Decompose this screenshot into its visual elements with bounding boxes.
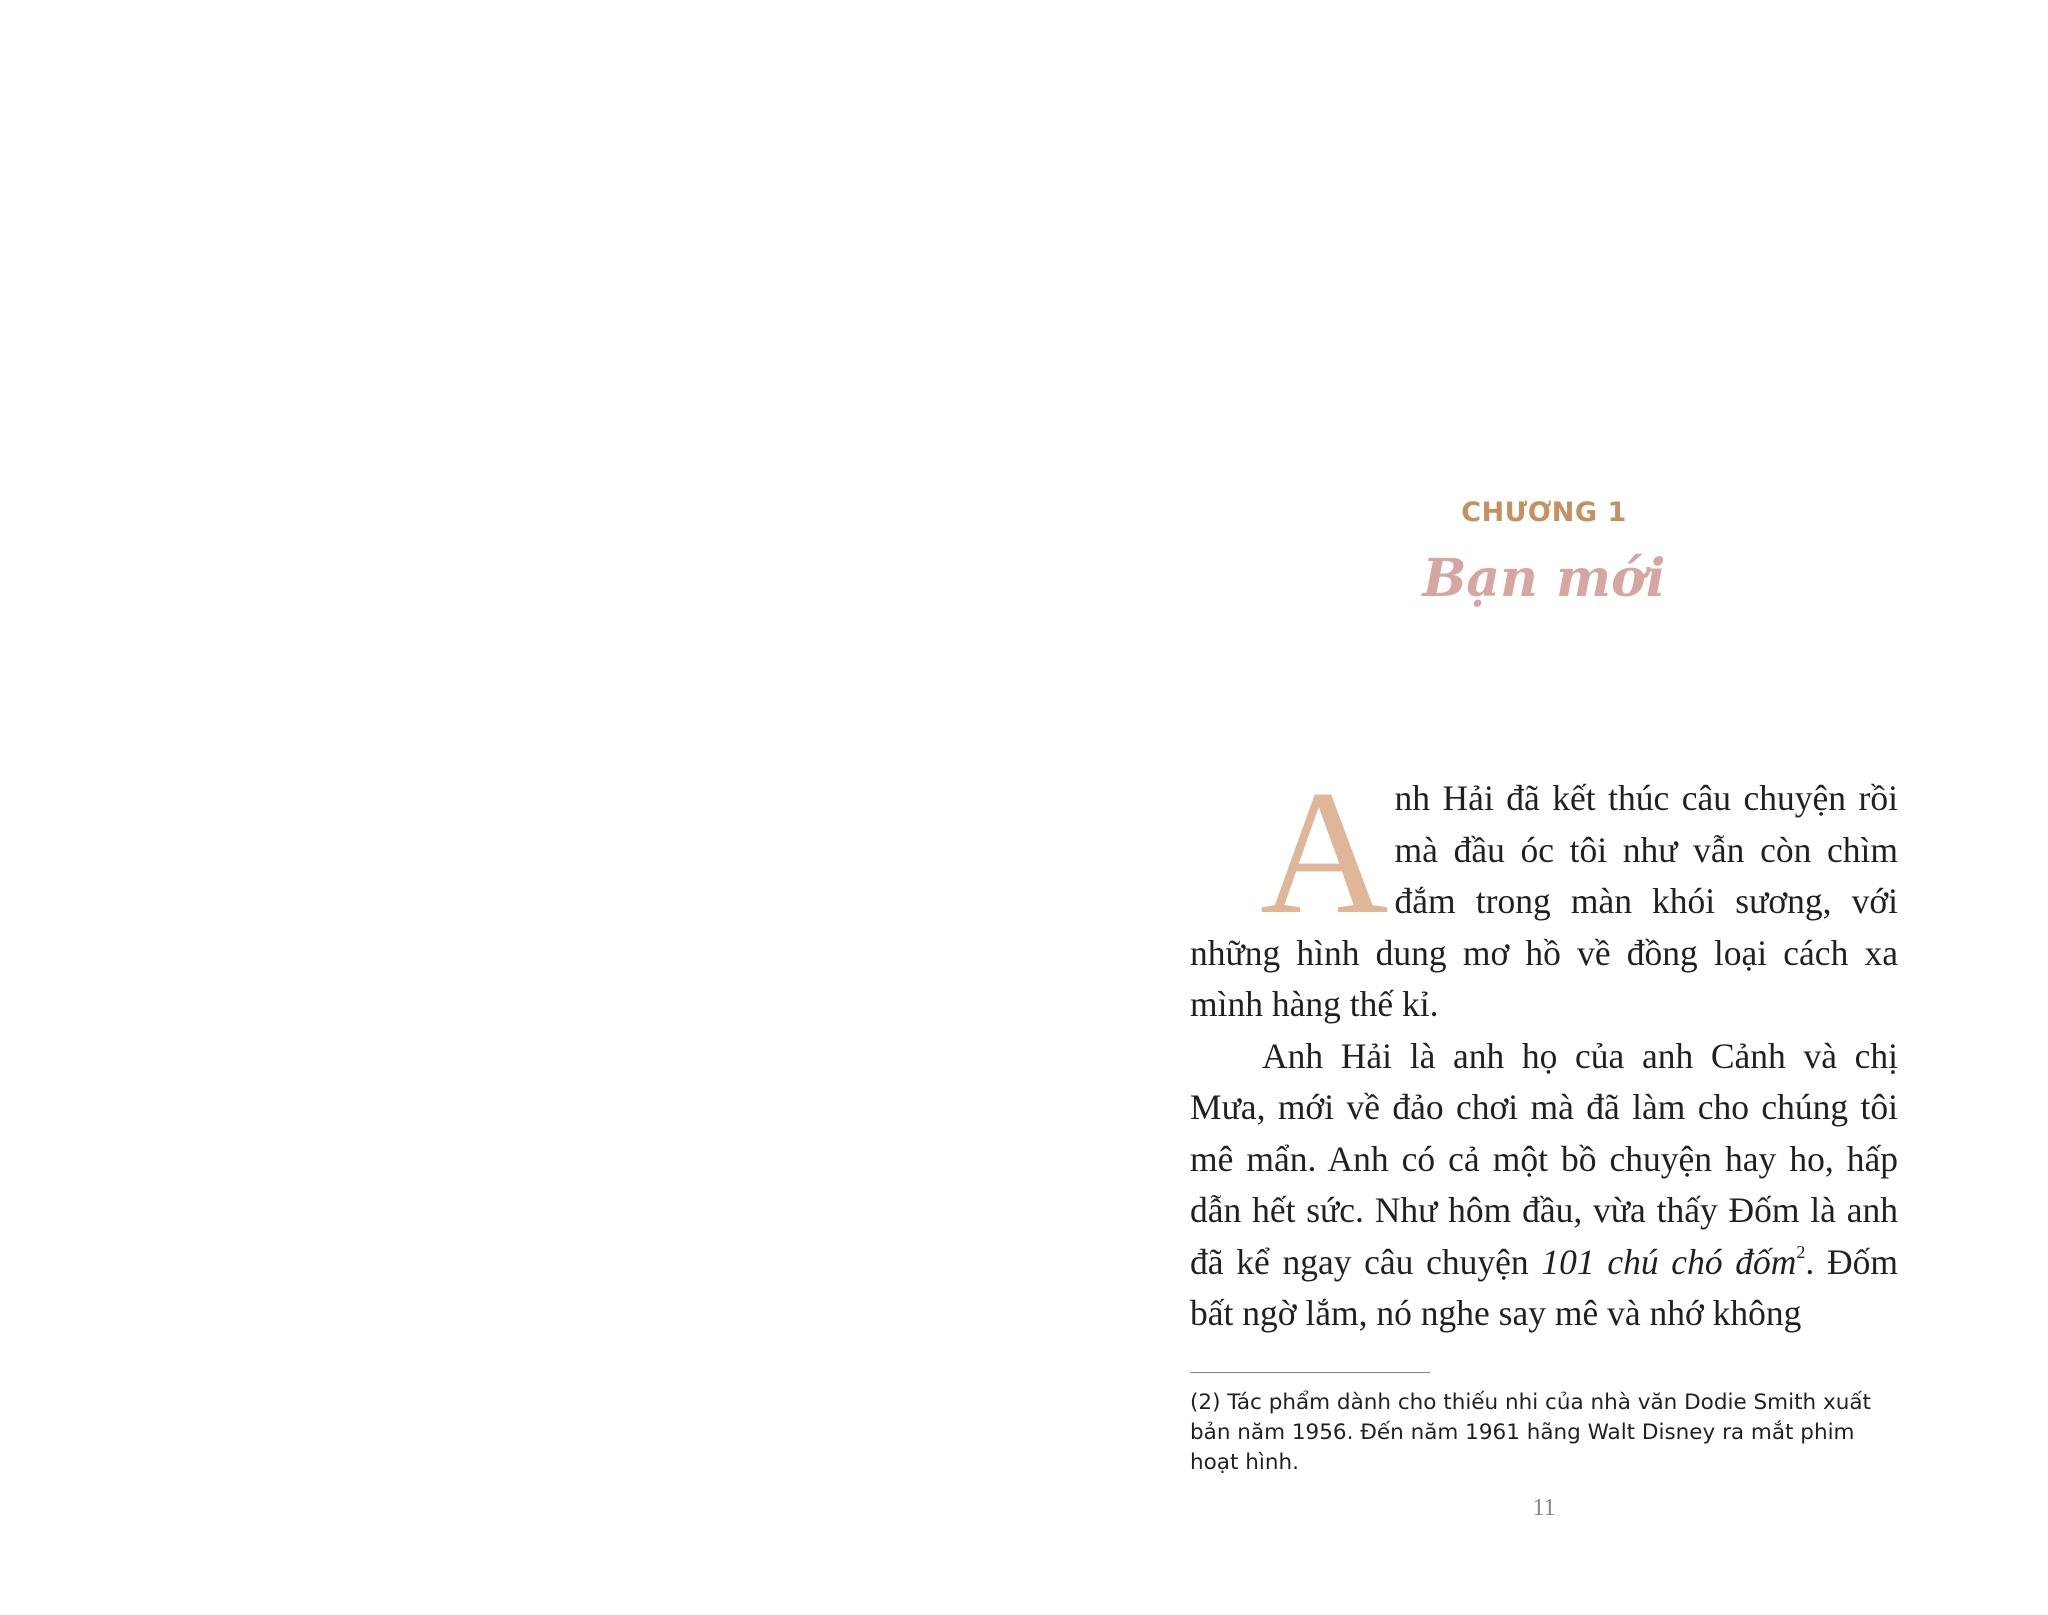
page-number: 11: [1532, 1495, 1556, 1521]
footnote-mark: 2: [1796, 1241, 1806, 1262]
paragraph-1-text: nh Hải đã kết thúc câu chuyện rồi mà đầu óc tôi như vẫn còn chìm đắm trong màn khói sương, với những hình dung mơ hồ về đồng loại cách xa mình hàng thế kỉ.: [1190, 778, 1898, 1024]
chapter-title: Bạn mới: [1422, 548, 1666, 609]
book-title-italic: 101 chú chó đốm: [1541, 1241, 1797, 1282]
paragraph-2-text-end: . Đốm bất ngờ lắm, nó nghe say mê và nhớ không: [1190, 1241, 1899, 1333]
drop-cap: A: [1260, 753, 1389, 951]
paragraph-2-text-start: Anh Hải là anh họ của anh Cảnh và chị Mưa, mới về đảo chơi mà đã làm cho chúng tôi mê mẩn. Anh có cả một bồ chuyện hay ho, hấp dẫn hết sức. Như hôm đầu, vừa thấy Đốm là anh đã kể ngay câu chuyện: [1190, 1035, 1898, 1282]
chapter-label: CHƯƠNG 1: [1461, 497, 1627, 528]
footnote: (2) Tác phẩm dành cho thiếu nhi của nhà văn Dodie Smith xuất bản năm 1956. Đến năm 1961 hãng Walt Disney ra mắt phim hoạt hình.: [1190, 1390, 1871, 1475]
paragraph-1: [1190, 753, 1898, 1031]
paragraph-2: [1190, 1031, 1898, 1340]
footnote-divider: [1190, 1372, 1430, 1373]
chapter-body: [1190, 753, 1899, 1340]
